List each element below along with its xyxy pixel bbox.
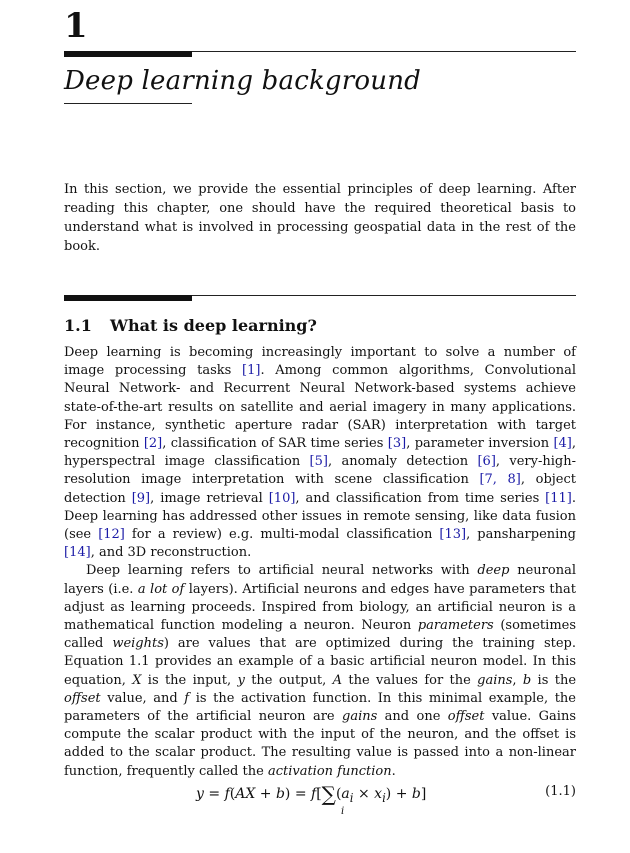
- citation-link[interactable]: [12]: [98, 527, 125, 543]
- emphasized-term: deep: [477, 563, 510, 579]
- text-run: .: [391, 763, 396, 779]
- eq-equals: =: [203, 786, 225, 802]
- citation-link[interactable]: [13]: [439, 527, 467, 543]
- text-run: , pansharpening: [466, 527, 576, 543]
- equation-body: [196, 782, 426, 806]
- emphasized-term: gains: [342, 709, 378, 725]
- citation-link[interactable]: [10]: [268, 490, 296, 506]
- paragraph-1: [64, 344, 576, 562]
- eq-gain-A: A: [235, 786, 246, 802]
- equation-1-1: [64, 780, 576, 820]
- text-run: , anomaly detection: [327, 454, 478, 470]
- text-run: layers). Artificial neurons and edges have parameters that adjust as learning proceeds. Inspired from biology, an artificial neuron is a mathematical function modeling a neuron. Neuron: [64, 581, 576, 634]
- text-run: , object detection: [64, 472, 576, 506]
- chapter-abstract: In this section, we provide the essential principles of deep learning. After reading this chapter, one should have the required theoretical basis to understand what is involved in processing geospatial data in the rest of the book.: [64, 182, 576, 254]
- text-run: . Among common algorithms, Convolutional Neural Network- and Recurrent Neural Network-based systems achieve state-of-the-art results on satellite and aerial imagery in many applications. For instance, synthetic aperture radar (SAR) interpretation with target recognition: [64, 363, 577, 452]
- text-run: neuronal layers (i.e.: [64, 563, 576, 597]
- citation-link[interactable]: [5]: [309, 454, 328, 470]
- emphasized-term: gains: [477, 672, 513, 688]
- eq-function-f2: f: [311, 786, 317, 802]
- text-run: , hyperspectral image classification: [64, 436, 576, 470]
- eq-bracket-open: [: [316, 786, 322, 802]
- citation-link[interactable]: [4]: [553, 436, 572, 452]
- eq-output-y: y: [196, 786, 204, 802]
- eq-gain-a: a: [341, 786, 350, 802]
- text-run: value, and: [100, 690, 185, 706]
- text-run: is the input,: [141, 672, 238, 688]
- section-number: 1.1: [64, 316, 92, 335]
- eq-paren-open: (: [229, 786, 236, 802]
- text-run: , and 3D reconstruction.: [90, 545, 252, 561]
- eq-function-f: f: [224, 786, 230, 802]
- chapter-title: Deep learning background: [64, 66, 421, 96]
- citation-link[interactable]: [11]: [545, 490, 572, 506]
- chapter-title-underline: [64, 103, 192, 104]
- citation-link[interactable]: [1]: [242, 363, 261, 379]
- eq-plus: +: [255, 786, 276, 802]
- paragraph-2: [64, 562, 576, 780]
- citation-link[interactable]: [9]: [131, 490, 151, 506]
- chapter-number: 1: [64, 6, 88, 46]
- equation-number: (1.1): [545, 784, 576, 799]
- eq-bracket-close: ]: [420, 786, 427, 802]
- text-run: , very-high-resolution image interpretation with scene classification: [64, 454, 576, 488]
- citation-link[interactable]: [14]: [64, 545, 91, 561]
- emphasized-term: activation function: [267, 763, 392, 779]
- text-run: ) are values that are optimized during the training step. Equation 1.1 provides an example of a basic artificial neuron model. In this equation,: [64, 636, 577, 688]
- text-run: , and classification from time series: [295, 490, 546, 506]
- text-run: value. Gains compute the scalar product with the input of the neuron, and the offset is added to the scalar product. The resulting value is passed into a non-linear function, frequently called the: [64, 709, 577, 779]
- emphasized-term: offset: [64, 690, 101, 706]
- text-run: . Deep learning has addressed other issues in remote sensing, like data fusion (see: [64, 490, 576, 543]
- section-title: What is deep learning?: [110, 316, 317, 335]
- chapter-rule-thick: [64, 51, 192, 57]
- text-run: Deep learning refers to artificial neural networks with: [86, 563, 478, 579]
- eq-subscript-i2: i: [382, 790, 386, 805]
- section-rule-thick: [64, 295, 192, 301]
- eq-offset-b2: b: [411, 786, 421, 802]
- emphasized-term: f: [184, 690, 190, 706]
- text-run: is the activation function. In this minimal example, the parameters of the artificial neuron are: [64, 690, 576, 725]
- section-body: [64, 344, 576, 781]
- text-run: , parameter inversion: [406, 436, 554, 452]
- text-run: , classification of SAR time series: [162, 436, 388, 452]
- emphasized-term: X: [132, 672, 142, 688]
- text-run: Deep learning is becoming increasingly important to solve a number of image processing tasks: [64, 345, 576, 379]
- eq-input-x: x: [374, 786, 383, 802]
- emphasized-term: offset: [447, 709, 485, 725]
- text-run: (sometimes called: [64, 618, 577, 652]
- emphasized-term: b: [522, 672, 532, 688]
- section-rule-thin: [192, 295, 576, 296]
- eq-times: ×: [353, 786, 375, 802]
- emphasized-term: A: [332, 672, 343, 688]
- summation-symbol: ∑: [321, 782, 336, 806]
- eq-input-X: X: [245, 786, 256, 802]
- citation-link[interactable]: [7, 8]: [479, 472, 521, 488]
- text-run: is the: [531, 672, 577, 688]
- text-run: ,: [512, 672, 523, 688]
- eq-paren-close: ) =: [284, 786, 312, 802]
- emphasized-term: parameters: [417, 618, 494, 634]
- emphasized-term: a lot of: [137, 581, 185, 597]
- citation-link[interactable]: [6]: [477, 454, 496, 470]
- eq-paren-close2: ): [385, 786, 392, 802]
- text-run: the output,: [244, 672, 333, 688]
- text-run: the values for the: [342, 672, 478, 688]
- text-run: and one: [377, 709, 448, 725]
- citation-link[interactable]: [3]: [387, 436, 407, 452]
- summation-index: i: [341, 806, 345, 817]
- section-heading: [64, 314, 317, 338]
- emphasized-term: weights: [112, 636, 164, 652]
- text-run: , image retrieval: [150, 490, 269, 506]
- eq-subscript-i: i: [349, 790, 354, 805]
- text-run: for a review) e.g. multi-modal classification: [124, 527, 440, 543]
- citation-link[interactable]: [2]: [143, 436, 163, 452]
- eq-offset-b: b: [275, 786, 285, 802]
- emphasized-term: y: [237, 672, 245, 688]
- eq-paren-open2: (: [335, 786, 342, 802]
- chapter-rule-thin: [192, 51, 576, 52]
- eq-plus2: +: [391, 786, 412, 802]
